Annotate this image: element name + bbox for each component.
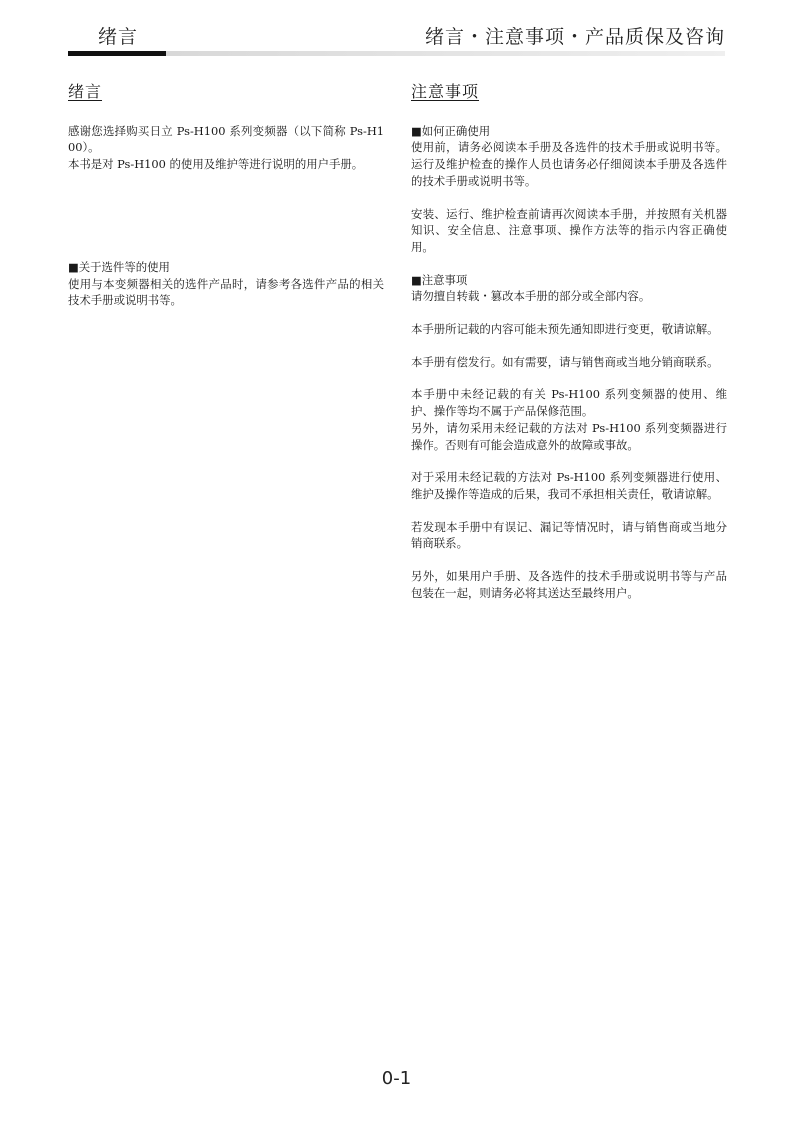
errors-paragraph — [411, 519, 727, 552]
warranty-paragraph — [411, 386, 727, 453]
usage-block — [411, 123, 727, 190]
notice-heading: ■注意事项 — [411, 272, 468, 287]
page-number: 0-1 — [381, 1068, 412, 1089]
deliver-paragraph — [411, 568, 727, 601]
options-heading: ■关于选件等的使用 — [68, 259, 170, 274]
liability-paragraph — [411, 469, 727, 502]
notice-body: 请勿擅自转载・篡改本手册的部分或全部内容。 — [411, 289, 651, 304]
left-column — [68, 84, 384, 325]
paid-paragraph — [411, 354, 727, 371]
usage-body: 使用前，请务必阅读本手册及各选件的技术手册或说明书等。运行及维护检查的操作人员也请务必仔细阅读本手册及各选件的技术手册或说明书等。 — [411, 140, 727, 188]
section-title-preface: 绪言 — [68, 82, 103, 101]
change-paragraph — [411, 321, 727, 338]
preface-intro-line: 本书是对 Ps-H100 的使用及维护等进行说明的用户手册。 — [68, 157, 364, 172]
change-body: 本手册所记载的内容可能未预先通知即进行变更，敬请谅解。 — [411, 322, 719, 337]
section-title-precautions: 注意事项 — [411, 82, 480, 101]
preface-intro — [68, 123, 384, 173]
options-usage — [68, 259, 384, 309]
liability-body: 对于采用未经记载的方法对 Ps-H100 系列变频器进行使用、维护及操作等造成的后果，我司不承担相关责任，敬请谅解。 — [411, 470, 727, 501]
install-paragraph — [411, 206, 727, 256]
errors-body: 若发现本手册中有误记、漏记等情况时，请与销售商或当地分销商联系。 — [411, 519, 727, 551]
right-column — [411, 84, 727, 617]
preface-intro-line: 感谢您选择购买日立 Ps-H100 系列变频器（以下简称 Ps-H100）。 — [68, 123, 384, 155]
header-right-title: 绪言・注意事项・产品质保及咨询 — [424, 26, 725, 48]
warranty-body-1: 本手册中未经记载的有关 Ps-H100 系列变频器的使用、维护、操作等均不属于产品保修范围。 — [411, 387, 727, 419]
header-rule — [68, 51, 725, 56]
notice-block — [411, 272, 727, 305]
paid-body: 本手册有偿发行。如有需要，请与销售商或当地分销商联系。 — [411, 354, 719, 369]
options-body: 使用与本变频器相关的选件产品时，请参考各选件产品的相关技术手册或说明书等。 — [68, 276, 384, 308]
warranty-body-2: 另外，请勿采用未经记载的方法对 Ps-H100 系列变频器进行操作。否则有可能会造成意外的故障或事故。 — [411, 420, 727, 452]
deliver-body: 另外，如果用户手册、及各选件的技术手册或说明书等与产品包装在一起，则请务必将其送达至最终用户。 — [411, 569, 727, 600]
usage-heading: ■如何正确使用 — [411, 123, 491, 138]
header-left-title: 绪言 — [98, 26, 139, 48]
install-body: 安装、运行、维护检查前请再次阅读本手册，并按照有关机器知识、安全信息、注意事项、操作方法等的指示内容正确使用。 — [411, 206, 727, 254]
